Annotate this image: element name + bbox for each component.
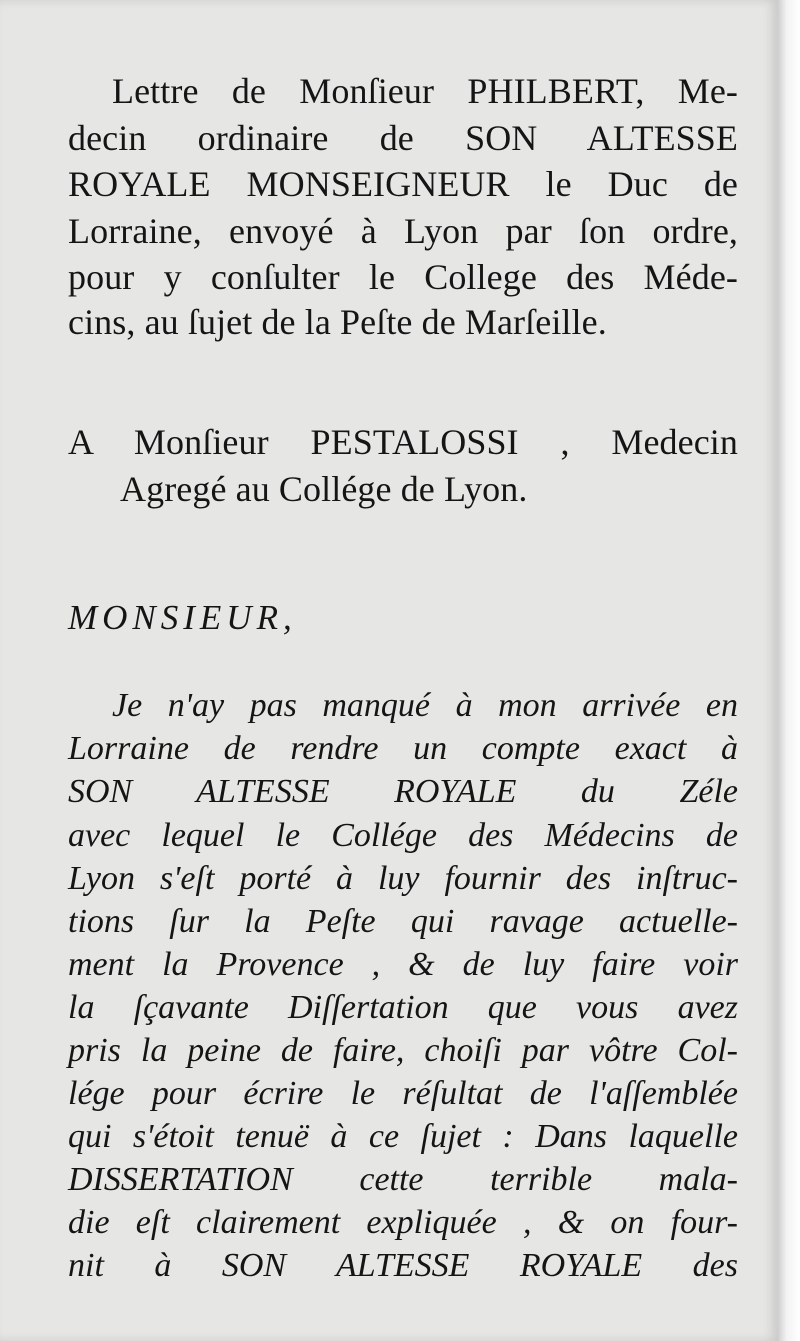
address-line: Agregé au Collége de Lyon. — [120, 469, 528, 509]
title-line: ROYALE MONSEIGNEUR le Duc de — [68, 164, 738, 204]
body-line: lége pour écrire le réſultat de l'aſſemblée — [68, 1075, 738, 1112]
body-line: ment la Provence , & de luy faire voir — [68, 946, 738, 983]
body-line: nit à SON ALTESSE ROYALE des — [68, 1247, 738, 1284]
title-line: pour y conſulter le College des Méde- — [68, 257, 738, 297]
body-line: avec lequel le Collége des Médecins de — [68, 817, 738, 854]
body-line: Lyon s'eſt porté à luy fournir des inſtruc- — [68, 860, 738, 897]
body-line: die eſt clairement expliquée , & on four- — [68, 1204, 738, 1241]
body-line: Je n'ay pas manqué à mon arrivée en — [112, 687, 738, 724]
salutation: MONSIEUR, — [68, 598, 297, 637]
body-line: qui s'étoit tenuë à ce ſujet : Dans laquelle — [68, 1118, 738, 1155]
title-line: decin ordinaire de SON ALTESSE — [68, 118, 738, 158]
body-line: SON ALTESSE ROYALE du Zéle — [68, 773, 738, 810]
body-line: Lorraine de rendre un compte exact à — [68, 730, 738, 767]
address-line: A Monſieur PESTALOSSI , Medecin — [68, 422, 738, 462]
page-edge — [778, 0, 800, 1341]
title-line: cins, au ſujet de la Peſte de Marſeille. — [68, 302, 607, 342]
body-line: la ſçavante Diſſertation que vous avez — [68, 989, 738, 1026]
body-line: tions ſur la Peſte qui ravage actuelle- — [68, 903, 738, 940]
body-line: pris la peine de faire, choiſi par vôtre Col- — [68, 1032, 738, 1069]
body-line: DISSERTATION cette terrible mala- — [68, 1161, 738, 1198]
title-line: Lorraine, envoyé à Lyon par ſon ordre, — [68, 211, 738, 251]
title-line: Lettre de Monſieur PHILBERT, Me- — [112, 71, 738, 111]
